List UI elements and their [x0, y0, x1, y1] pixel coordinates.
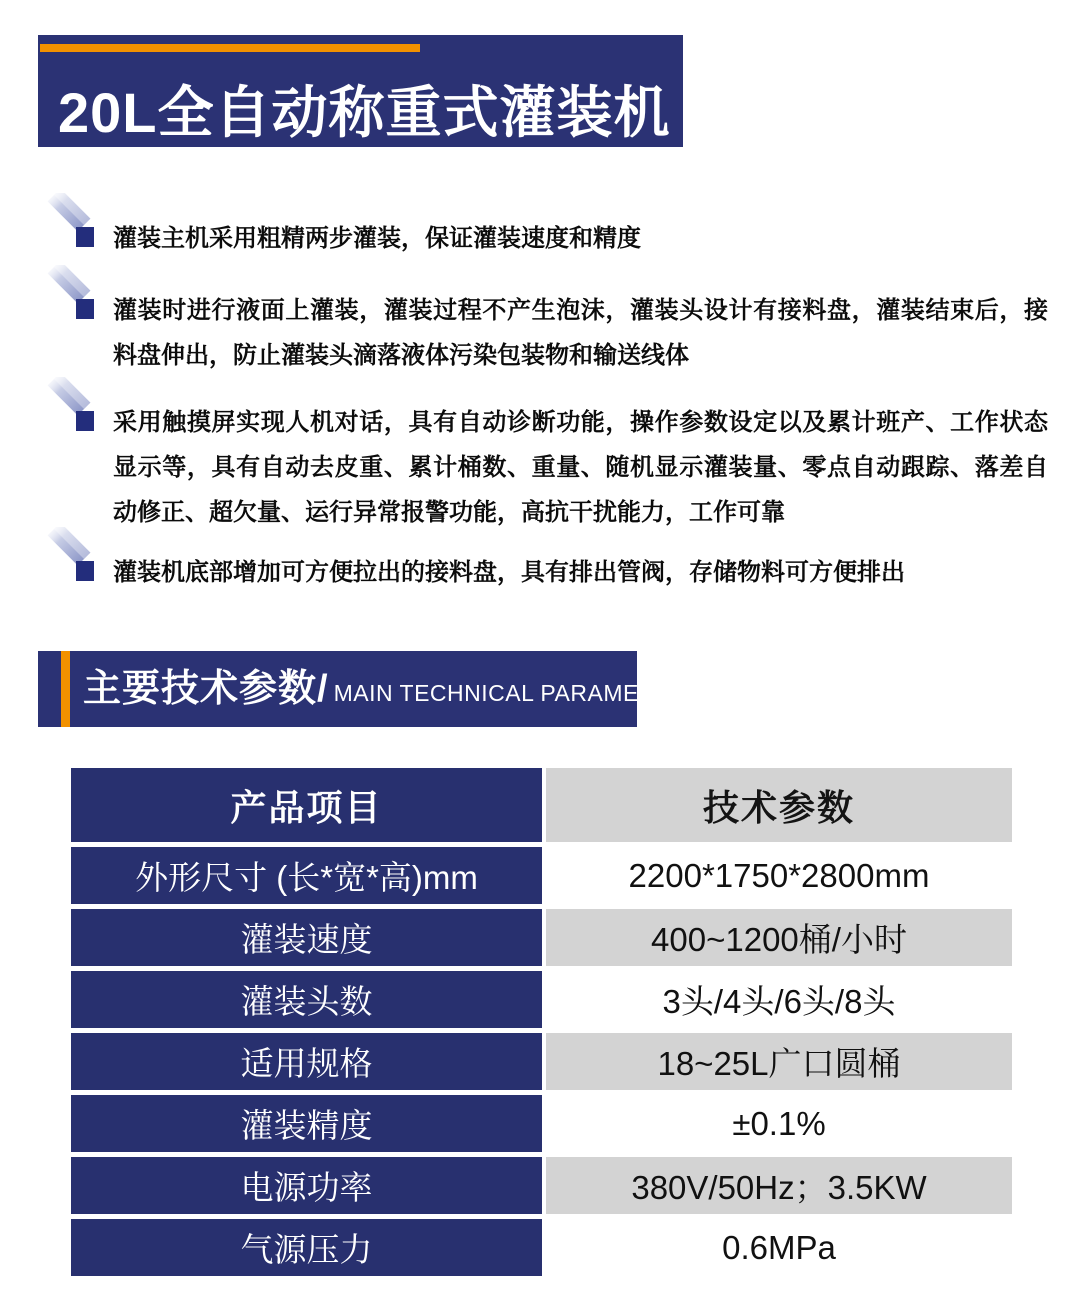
- section-accent-stripe: [61, 651, 70, 727]
- row-label-cell: 外形尺寸 (长*宽*高)mm: [71, 847, 542, 904]
- bullet-marker-icon: [42, 527, 98, 585]
- row-value-cell: 0.6MPa: [546, 1219, 1012, 1276]
- title-banner: [38, 35, 683, 147]
- page-title: 20L全自动称重式灌装机: [58, 81, 671, 144]
- section-title-en: MAIN TECHNICAL PARAMETERS: [333, 680, 703, 706]
- feature-item: [0, 288, 1080, 378]
- row-value-cell: 380V/50Hz；3.5KW: [546, 1157, 1012, 1214]
- table-header-row: [71, 768, 1012, 842]
- feature-text: 灌装机底部增加可方便拉出的接料盘，具有排出管阀，存储物料可方便排出: [113, 559, 905, 586]
- row-value-cell: 18~25L广口圆桶: [546, 1033, 1012, 1090]
- feature-item: [0, 400, 1080, 535]
- row-label-cell: 灌装速度: [71, 909, 542, 966]
- row-label-cell: 电源功率: [71, 1157, 542, 1214]
- spec-table: [71, 768, 1012, 1281]
- feature-text: 灌装主机采用粗精两步灌装，保证灌装速度和精度: [113, 225, 641, 252]
- bullet-marker-icon: [42, 377, 98, 435]
- row-label-cell: 气源压力: [71, 1219, 542, 1276]
- row-value-cell: ±0.1%: [546, 1095, 1012, 1152]
- table-row: [71, 1095, 1012, 1152]
- feature-text: 灌装时进行液面上灌装，灌装过程不产生泡沫，灌装头设计有接料盘，灌装结束后，接料盘伸出，防止灌装头滴落液体污染包装物和输送线体: [113, 297, 1048, 369]
- table-row: [71, 909, 1012, 966]
- feature-item: [0, 550, 1080, 595]
- row-value-cell: 2200*1750*2800mm: [546, 847, 1012, 904]
- table-row: [71, 847, 1012, 904]
- bullet-marker-icon: [42, 193, 98, 251]
- row-label-cell: 灌装头数: [71, 971, 542, 1028]
- product-item-header-cell: 产品项目: [71, 768, 542, 842]
- row-label-cell: 适用规格: [71, 1033, 542, 1090]
- row-value-cell: 3头/4头/6头/8头: [546, 971, 1012, 1028]
- table-row: [71, 1219, 1012, 1276]
- bullet-marker-icon: [42, 265, 98, 323]
- feature-list: [0, 216, 1080, 595]
- title-accent-bar: [40, 44, 420, 52]
- table-row: [71, 1033, 1012, 1090]
- table-row: [71, 971, 1012, 1028]
- tech-param-header-cell: 技术参数: [546, 768, 1012, 842]
- row-value-cell: 400~1200桶/小时: [546, 909, 1012, 966]
- table-row: [71, 1157, 1012, 1214]
- section-title-cn: 主要技术参数/: [83, 668, 329, 710]
- section-title-bar: [38, 651, 703, 727]
- feature-text: 采用触摸屏实现人机对话，具有自动诊断功能，操作参数设定以及累计班产、工作状态显示等，具有自动去皮重、累计桶数、重量、随机显示灌装量、零点自动跟踪、落差自动修正、超欠量、运行异常报警功能，高抗干扰能力，工作可靠: [113, 409, 1048, 526]
- feature-item: [0, 216, 1080, 261]
- section-title: [83, 651, 702, 727]
- row-label-cell: 灌装精度: [71, 1095, 542, 1152]
